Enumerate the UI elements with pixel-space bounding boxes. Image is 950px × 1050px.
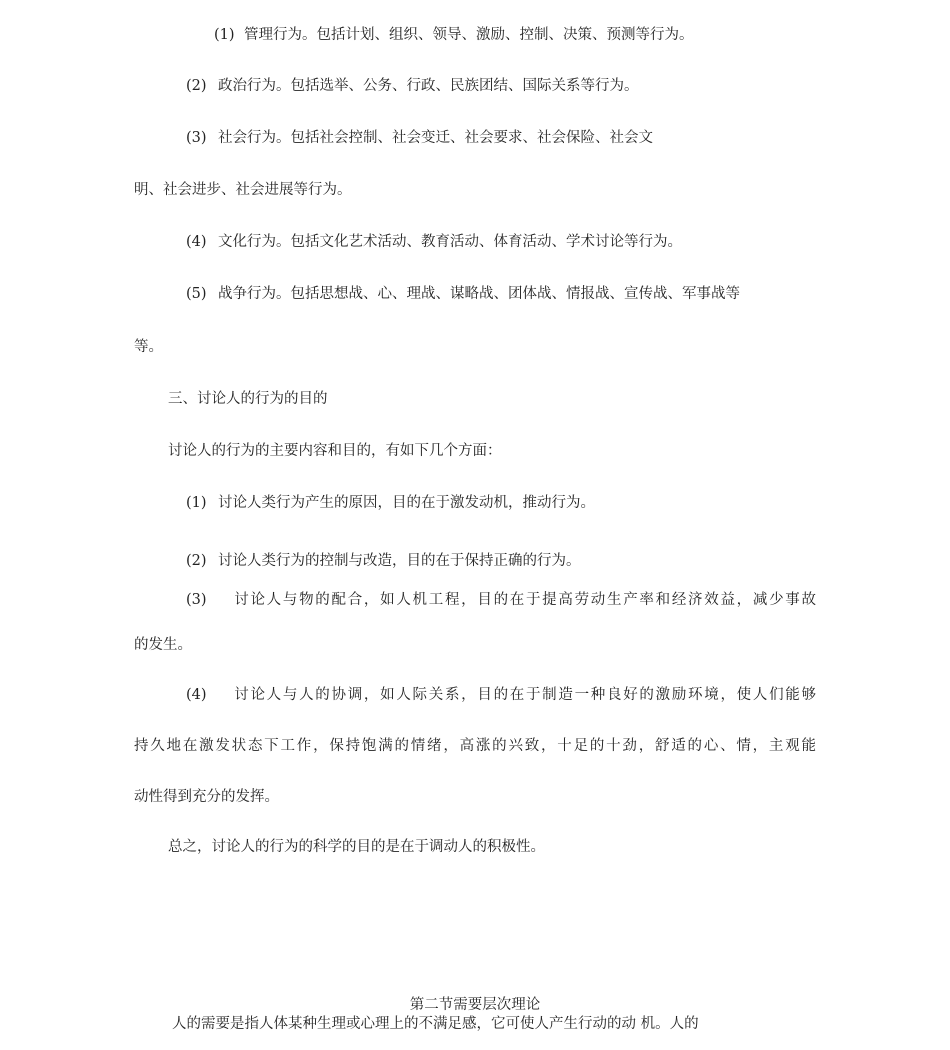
item-text: 战争行为。包括思想战、心、理战、谋略战、团体战、情报战、宣传战、军事战等: [218, 286, 740, 302]
purpose-item-1: [186, 494, 595, 512]
purpose-item-4-continuation: 持久地在激发状态下工作，保持饱满的情绪，高涨的兴致，十足的十劲，舒适的心、情，主观能: [134, 738, 816, 754]
section-title: 第二节需要层次理论: [409, 997, 541, 1013]
section-first-line: 人的需要是指人体某种生理或心理上的不满足感，它可使人产生行动的动 机。人的: [172, 1016, 699, 1032]
item-number: (1): [186, 495, 207, 511]
item-number: (2): [186, 78, 207, 94]
behavior-item-2: [186, 77, 639, 95]
item-text: 政治行为。包括选举、公务、行政、民族团结、国际关系等行为。: [218, 78, 639, 94]
purpose-item-4: [186, 686, 816, 704]
item-text: 讨论人类行为产生的原因，目的在于激发动机，推动行为。: [218, 495, 595, 511]
item-text: 社会行为。包括社会控制、社会变迁、社会要求、社会保险、社会文: [218, 130, 653, 146]
item-number: (3): [186, 130, 207, 146]
section-intro: 讨论人的行为的主要内容和目的，有如下几个方面：: [168, 443, 502, 459]
behavior-item-5-continuation: 等。: [134, 339, 163, 355]
purpose-item-3-continuation: 的发生。: [134, 637, 192, 653]
behavior-item-5: [186, 285, 740, 303]
item-text: 管理行为。包括计划、组织、领导、激励、控制、决策、预测等行为。: [244, 27, 694, 43]
item-number: (3): [186, 592, 207, 608]
behavior-item-1: [214, 26, 694, 44]
item-text: 讨论人类行为的控制与改造，目的在于保持正确的行为。: [218, 553, 581, 569]
item-text: 讨论人与物的配合，如人机工程，目的在于提高劳动生产率和经济效益，减少事故: [232, 592, 816, 608]
section-conclusion: 总之，讨论人的行为的科学的目的是在于调动人的积极性。: [168, 839, 545, 855]
behavior-item-3-continuation: 明、社会进步、社会进展等行为。: [134, 182, 352, 198]
item-text: 文化行为。包括文化艺术活动、教育活动、体育活动、学术讨论等行为。: [218, 234, 682, 250]
section-heading: 三、讨论人的行为的目的: [168, 391, 328, 407]
item-number: (2): [186, 553, 207, 569]
item-text: 讨论人与人的协调，如人际关系，目的在于制造一种良好的激励环境，使人们能够: [232, 687, 816, 703]
item-number: (5): [186, 286, 207, 302]
item-number: (4): [186, 687, 207, 703]
item-number: (1): [214, 27, 235, 43]
behavior-item-3: [186, 129, 653, 147]
purpose-item-3: [186, 591, 816, 609]
item-number: (4): [186, 234, 207, 250]
purpose-item-2: [186, 552, 581, 570]
purpose-item-4-continuation-2: 动性得到充分的发挥。: [134, 789, 279, 805]
behavior-item-4: [186, 233, 682, 251]
